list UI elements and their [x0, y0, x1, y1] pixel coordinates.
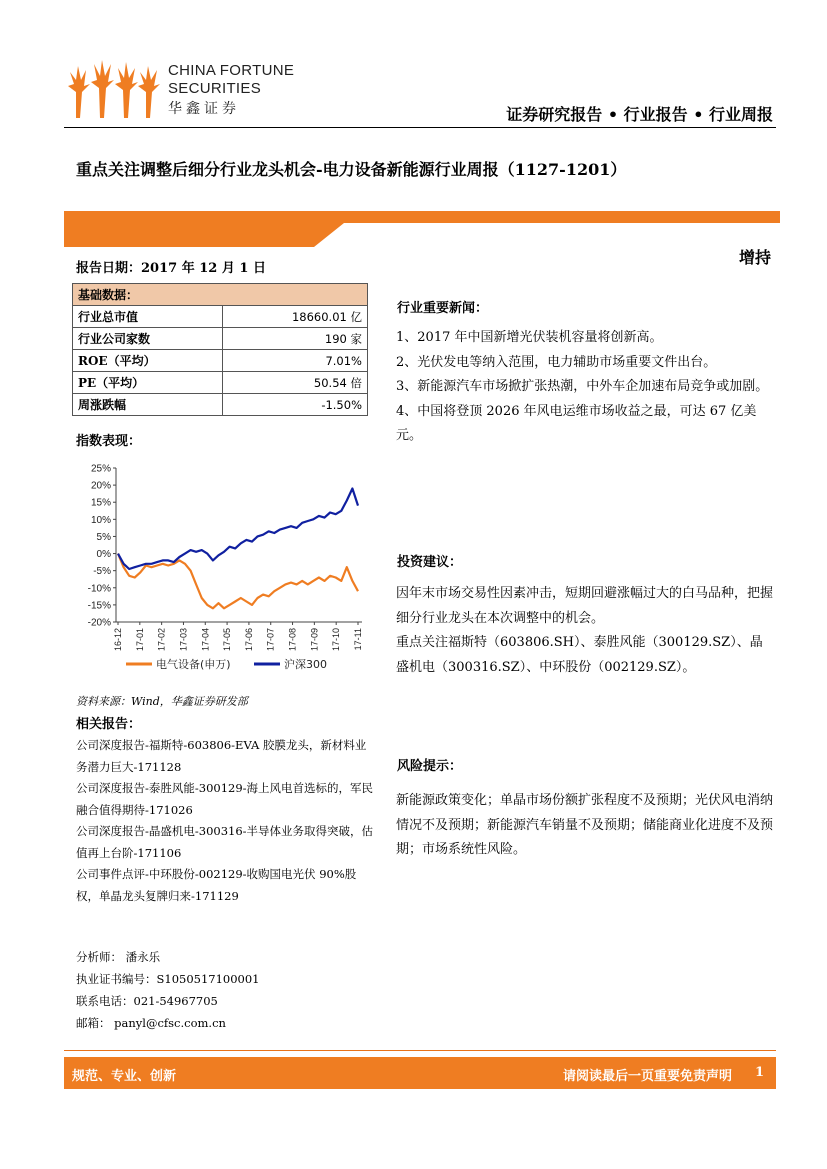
y-tick-label: 5%	[96, 531, 111, 543]
report-title: 重点关注调整后细分行业龙头机会-电力设备新能源行业周报（1127-1201）	[76, 160, 627, 179]
advice-heading: 投资建议：	[397, 555, 463, 570]
x-tick-label: 17-03	[178, 628, 189, 652]
basic-data-heading: 基础数据：	[73, 284, 368, 306]
row-label: PE（平均）	[73, 372, 223, 394]
list-item[interactable]: 公司深度报告-福斯特-603806-EVA 胶膜龙头，新材料业务潜力巨大-171128	[76, 738, 367, 774]
analyst-name: 分析师： 潘永乐	[76, 950, 161, 964]
table-row	[73, 372, 368, 394]
logo-name-en-1: CHINA FORTUNE	[168, 62, 295, 79]
legend-label: 电气设备(申万)	[156, 658, 231, 671]
footer-divider	[64, 1050, 776, 1051]
x-tick-label: 17-09	[309, 628, 320, 652]
risk-heading: 风险提示：	[397, 759, 463, 774]
analyst-email[interactable]: 邮箱： panyl@cfsc.com.cn	[76, 1016, 226, 1030]
x-tick-label: 17-01	[134, 628, 145, 652]
company-logo	[66, 58, 306, 124]
basic-data-header-row	[73, 284, 368, 306]
analyst-license: 执业证书编号：S1050517100001	[76, 972, 260, 986]
x-tick-label: 17-05	[222, 628, 233, 652]
advice-paragraph: 重点关注福斯特（603806.SH）、泰胜风能（300129.SZ）、晶盛机电（300316.SZ）、中环股份（002129.SZ）。	[396, 635, 763, 675]
list-item[interactable]: 公司深度报告-泰胜风能-300129-海上风电首选标的，军民融合值得期待-171026	[76, 781, 374, 817]
risk-text: 新能源政策变化；单晶市场份额扩张程度不及预期；光伏风电消纳情况不及预期；新能源汽车销量不及预期；储能商业化进度不及预期；市场系统性风险。	[396, 793, 774, 857]
row-value: 7.01%	[223, 350, 368, 372]
logo-name-cn: 华鑫证券	[168, 100, 240, 116]
table-row	[73, 350, 368, 372]
x-tick-label: 17-08	[287, 628, 298, 652]
title-band	[64, 211, 780, 247]
rating: 增持	[738, 248, 771, 267]
row-label: 行业公司家数	[73, 328, 223, 350]
y-tick-label: 15%	[90, 497, 111, 509]
footer-slogan: 规范、专业、创新	[72, 1069, 177, 1084]
x-tick-label: 17-07	[265, 628, 276, 652]
related-heading: 相关报告：	[76, 717, 142, 732]
row-label: 行业总市值	[73, 306, 223, 328]
row-label: ROE（平均）	[73, 350, 223, 372]
y-tick-label: -10%	[87, 583, 111, 595]
basic-data-table	[72, 283, 368, 416]
row-value: -1.50%	[223, 394, 368, 416]
x-tick-label: 16-12	[113, 628, 123, 652]
source-note: 资料来源：Wind，华鑫证券研发部	[76, 695, 248, 708]
table-row	[73, 328, 368, 350]
news-heading: 行业重要新闻：	[397, 301, 489, 316]
series-line-csi300	[118, 489, 358, 570]
x-tick-label: 17-02	[156, 628, 167, 652]
analyst-phone: 联系电话：021-54967705	[76, 994, 218, 1008]
y-tick-label: -20%	[87, 617, 111, 629]
y-tick-label: -15%	[87, 600, 111, 612]
y-tick-label: 20%	[90, 480, 111, 492]
row-value: 18660.01 亿	[223, 306, 368, 328]
advice-paragraph: 因年末市场交易性因素冲击，短期回避涨幅过大的白马品种，把握细分行业龙头在本次调整中的机会。	[396, 586, 774, 626]
logo-tree-icon	[66, 58, 162, 120]
y-tick-label: 0%	[96, 549, 111, 561]
report-type: 证券研究报告 • 行业报告 • 行业周报	[506, 105, 773, 124]
y-tick-label: 25%	[90, 463, 111, 475]
x-tick-label: 17-11	[353, 628, 363, 651]
logo-text	[168, 62, 294, 117]
legend-label: 沪深300	[284, 658, 327, 671]
x-tick-label: 17-04	[200, 628, 211, 652]
advice-text	[396, 582, 774, 680]
list-item: 3、新能源汽车市场掀扩张热潮，中外车企加速布局竞争或加剧。	[396, 379, 769, 394]
header-divider	[64, 127, 776, 128]
row-value: 190 家	[223, 328, 368, 350]
y-tick-label: -5%	[93, 566, 111, 578]
list-item: 1、2017 年中国新增光伏装机容量将创新高。	[396, 330, 663, 345]
news-list	[396, 326, 774, 449]
list-item: 4、中国将登顶 2026 年风电运维市场收益之最，可达 67 亿美元。	[396, 403, 757, 443]
list-item[interactable]: 公司事件点评-中环股份-002129-收购国电光伏 90%股权，单晶龙头复牌归来-171129	[76, 867, 357, 903]
table-row	[73, 394, 368, 416]
index-heading: 指数表现：	[76, 434, 142, 449]
report-date: 报告日期：2017 年 12 月 1 日	[76, 261, 266, 276]
analyst-info	[76, 946, 260, 1034]
list-item: 2、光伏发电等纳入范围，电力辅助市场重要文件出台。	[396, 354, 717, 370]
x-tick-label: 17-06	[243, 628, 254, 652]
x-tick-label: 17-10	[331, 628, 342, 652]
footer-disclaimer-link[interactable]: 请阅读最后一页重要免责声明	[562, 1069, 732, 1084]
page-number: 1	[754, 1065, 764, 1080]
logo-name-en-2: SECURITIES	[168, 80, 262, 97]
index-chart	[74, 456, 374, 684]
table-row	[73, 306, 368, 328]
footer-bar	[64, 1057, 776, 1089]
y-tick-label: 10%	[90, 514, 111, 526]
row-label: 周涨跌幅	[73, 394, 223, 416]
list-item[interactable]: 公司深度报告-晶盛机电-300316-半导体业务取得突破，估值再上台阶-171106	[76, 824, 374, 860]
row-value: 50.54 倍	[223, 372, 368, 394]
series-line-electrical-equipment	[118, 554, 358, 609]
related-reports	[76, 735, 376, 907]
